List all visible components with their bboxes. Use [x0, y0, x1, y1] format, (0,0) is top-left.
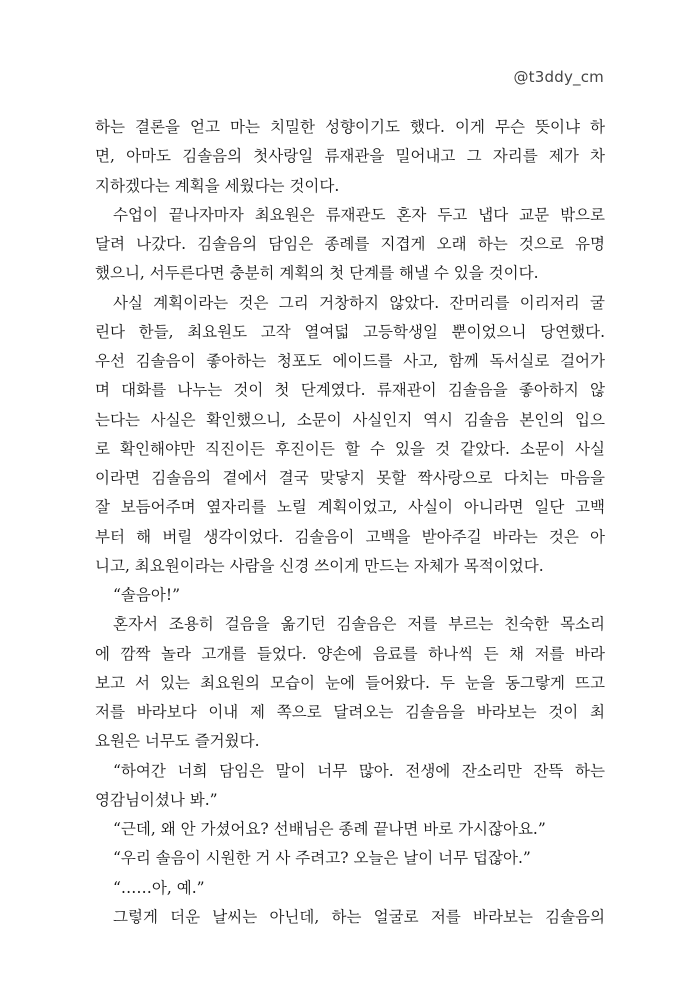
text-line: 이라면 김솔음의 곁에서 결국 맞닿지 못할 짝사랑으로 다치는 마음을: [95, 469, 605, 487]
text-line: 하는 결론을 얻고 마는 치밀한 성향이기도 했다. 이게 무슨 뜻이냐 하: [95, 118, 605, 136]
text-line: “솔음아!”: [113, 586, 180, 604]
text-line: 는다는 사실은 확인했으니, 소문이 사실인지 역시 김솔음 본인의 입으: [95, 410, 605, 429]
text-line: 잘 보듬어주며 옆자리를 노릴 계획이었고, 사실이 아니라면 일단 고백: [95, 498, 605, 517]
text-line: “우리 솔음이 시원한 거 사 주려고? 오늘은 날이 너무 덥잖아.”: [113, 849, 531, 868]
text-line: 수업이 끝나자마자 최요원은 류재관도 혼자 두고 냅다 교문 밖으로: [113, 205, 605, 224]
text-line: 혼자서 조용히 걸음을 옮기던 김솔음은 저를 부르는 친숙한 목소리: [113, 615, 605, 634]
text-line: 사실 계획이라는 것은 그리 거창하지 않았다. 잔머리를 이리저리 굴: [113, 293, 605, 312]
text-line: 로 확인해야만 직진이든 후진이든 할 수 있을 것 같았다. 소문이 사실: [95, 439, 605, 458]
text-line: 린다 한들, 최요원도 고작 열여덟 고등학생일 뿐이었으니 당연했다.: [95, 322, 605, 341]
text-line: “하여간 너희 담임은 말이 너무 많아. 전생에 잔소리만 잔뜩 하는: [113, 761, 605, 780]
text-line: 영감님이셨나 봐.”: [95, 790, 218, 809]
author-tag: @t3ddy_cm: [513, 68, 604, 86]
text-line: 면, 아마도 김솔음의 첫사랑일 류재관을 밀어내고 그 자리를 제가 차: [95, 147, 605, 166]
text-line: 부터 해 버릴 생각이었다. 김솔음이 고백을 받아주길 바라는 것은 아: [95, 527, 605, 546]
text-line: 지하겠다는 계획을 세웠다는 것이다.: [95, 176, 340, 195]
text-line: “근데, 왜 안 가셨어요? 선배님은 종례 끝나면 바로 가시잖아요.”: [113, 820, 546, 838]
text-line: 달려 나갔다. 김솔음의 담임은 종례를 지겹게 오래 하는 것으로 유명: [95, 235, 605, 253]
text-line: 요원은 너무도 즐거웠다.: [95, 732, 260, 751]
text-line: 우선 김솔음이 좋아하는 청포도 에이드를 사고, 함께 독서실로 걸어가: [95, 352, 605, 370]
body-text: [95, 113, 605, 932]
text-line: 니고, 최요원이라는 사람을 신경 쓰이게 만드는 자체가 목적이었다.: [95, 556, 544, 575]
text-line: 그렇게 더운 날씨는 아닌데, 하는 얼굴로 저를 바라보는 김솔음의: [113, 907, 605, 926]
text-line: 했으니, 서두른다면 충분히 계획의 첫 단계를 해낼 수 있을 것이다.: [95, 264, 539, 283]
text-line: 저를 바라보다 이내 제 쪽으로 달려오는 김솔음을 바라보는 것이 최: [95, 703, 605, 721]
text-line: “……아, 예.”: [113, 878, 205, 897]
text-line: 보고 서 있는 최요원의 모습이 눈에 들어왔다. 두 눈을 동그랗게 뜨고: [95, 673, 605, 692]
text-line: 에 깜짝 놀라 고개를 들었다. 양손에 음료를 하나씩 든 채 저를 바라: [95, 644, 605, 663]
text-line: 며 대화를 나누는 것이 첫 단계였다. 류재관이 김솔음을 좋아하지 않: [95, 381, 605, 400]
